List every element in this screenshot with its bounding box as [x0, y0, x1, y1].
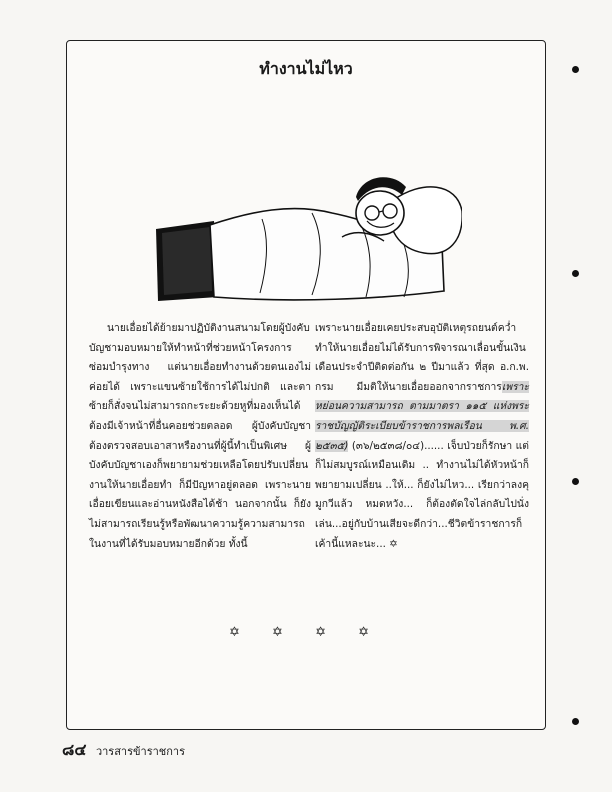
section-divider: ✡ ✡ ✡ ✡	[229, 625, 383, 640]
left-column-text: นายเอื่อยได้ย้ายมาปฏิบัติงานสนามโดยผู้บังคับบัญชามอบหมายให้ทำหน้าที่ช่วยหน้าโครงการซ่อมบำรุงทาง แต่นายเอื่อยทำงานด้วยตนเองไม่ค่อยได้ เพราะแขนซ้ายใช้การได้ไม่ปกติ และตาซ้ายก็สั่งจนไม่สามารถกะระยะด้วยหูที่มองเห็นได้ ต้องมีเจ้าหน้าที่อื่นคอยช่วยตลอด ผู้บังคับบัญชาต้องตรวจสอบเอาสาหรืองานที่ผู้นี้ทำเป็นพิเศษ ผู้บังคับบัญชาเองก็พยายามช่วยเหลือโดยปรับเปลี่ยนงานให้นายเอื่อยทำ ก็มีปัญหาอยู่ตลอด เพราะนายเอื่อยเขียนและอ่านหนังสือได้ช้า นอกจากนั้น ก็ยังไม่สามารถเรียนรู้หรือพัฒนาความรู้ความสามารถในงานที่ได้รับมอบหมายอีกด้วย ทั้งนี้	[89, 322, 311, 550]
binder-hole	[572, 66, 579, 73]
binder-hole	[572, 478, 579, 485]
right-column	[315, 319, 529, 554]
cartoon-illustration	[152, 141, 462, 311]
article-title: ทำงานไม่ไหว	[259, 59, 353, 78]
binder-hole	[572, 718, 579, 725]
highlighted-citation: เพราะหย่อนความสามารถ ตามมาตรา ๑๑๕ แห่งพระราชบัญญัติระเบียบข้าราชการพลเรือน พ.ศ. ๒๕๓๕)	[315, 380, 529, 452]
right-column-text-continued: (๓๖/๒๕๓๘/๐๔)...... เจ็บป่วยก็รักษา แต่ก็ไม่สมบูรณ์เหมือนเดิม .. ทำงานไม่ได้หัวหน้าก็พยายามเปลี่ยน ..ให้... ก็ยังไม่ไหว... เรียกว่าลงคุมูกวีแล้ว หมดหวัง... ก็ต้องตัดใจไล่กลับไปนั่งเล่น...อยู่กับบ้านเสียจะดีกว่า...ชีวิตข้าราชการก็เค้านี้แหละนะ... ✡	[315, 439, 529, 550]
publication-name: วารสารข้าราชการ	[95, 745, 186, 758]
left-column	[89, 319, 311, 554]
binder-hole	[572, 270, 579, 277]
bed-headboard	[156, 221, 218, 301]
page-footer	[62, 738, 185, 763]
right-column-text: เพราะนายเอื่อยเคยประสบอุบัติเหตุรถยนต์คว่ำทำให้นายเอื่อยไม่ได้รับการพิจารณาเลื่อนขั้นเงินเดือนประจำปีติดต่อกัน ๒ ปีมาแล้ว ที่สุด อ.ก.พ. กรม มีมติให้นายเอื่อยออกจากราชการ	[315, 322, 529, 393]
page-number: ๘๔	[62, 740, 87, 759]
article-frame	[66, 40, 546, 730]
